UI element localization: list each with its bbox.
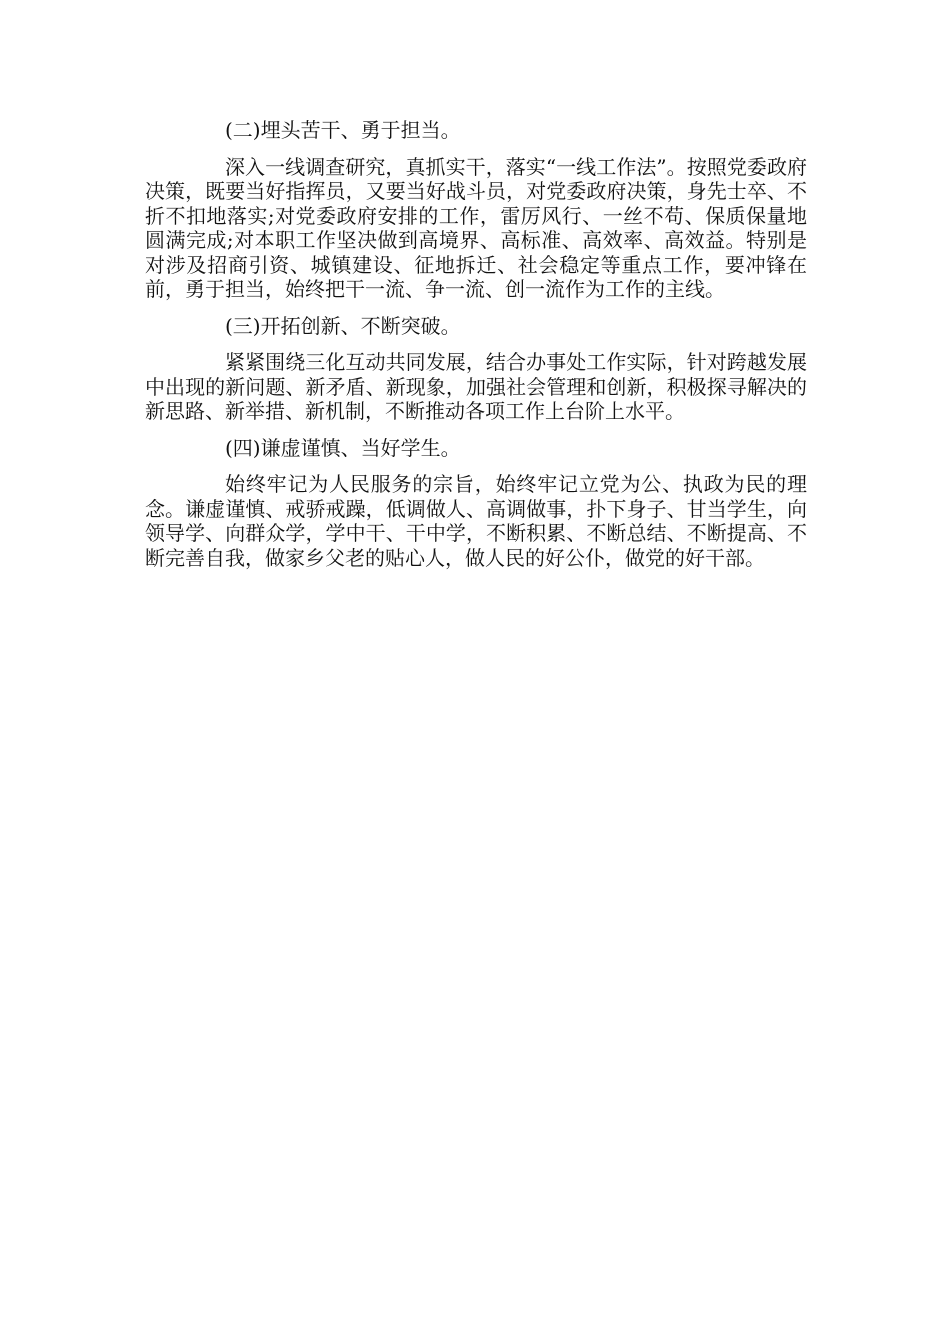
section-heading-2: (二)埋头苦干、勇于担当。: [225, 118, 461, 142]
section-heading-4: (四)谦虚谨慎、当好学生。: [225, 435, 461, 460]
section-paragraph-3: 紧紧围绕三化互动共同发展，结合办事处工作实际，针对跨越发展中出现的新问题、新矛盾、新现象，加强社会管理和创新，积极探寻解决的新思路、新举措、新机制，不断推动各项工作上台阶上水平。: [145, 350, 807, 423]
document-body: [145, 118, 807, 582]
section-paragraph-2: 深入一线调查研究，真抓实干，落实“一线工作法”。按照党委政府决策，既要当好指挥员，又要当好战斗员，对党委政府决策，身先士卒、不折不扣地落实;对党委政府安排的工作，雷厉风行、一丝不苟、保质保量地圆满完成;对本职工作坚决做到高境界、高标准、高效率、高效益。特别是对涉及招商引资、城镇建设、征地拆迁、社会稳定等重点工作，要冲锋在前，勇于担当，始终把干一流、争一流、创一流作为工作的主线。: [145, 154, 807, 301]
section-paragraph-4: 始终牢记为人民服务的宗旨，始终牢记立党为公、执政为民的理念。谦虚谨慎、戒骄戒躁，低调做人、高调做事，扑下身子、甘当学生，向领导学、向群众学，学中干、干中学，不断积累、不断总结、不断提高、不断完善自我，做家乡父老的贴心人，做人民的好公仆，做党的好干部。: [145, 472, 807, 570]
section-heading-3: (三)开拓创新、不断突破。: [225, 313, 461, 338]
